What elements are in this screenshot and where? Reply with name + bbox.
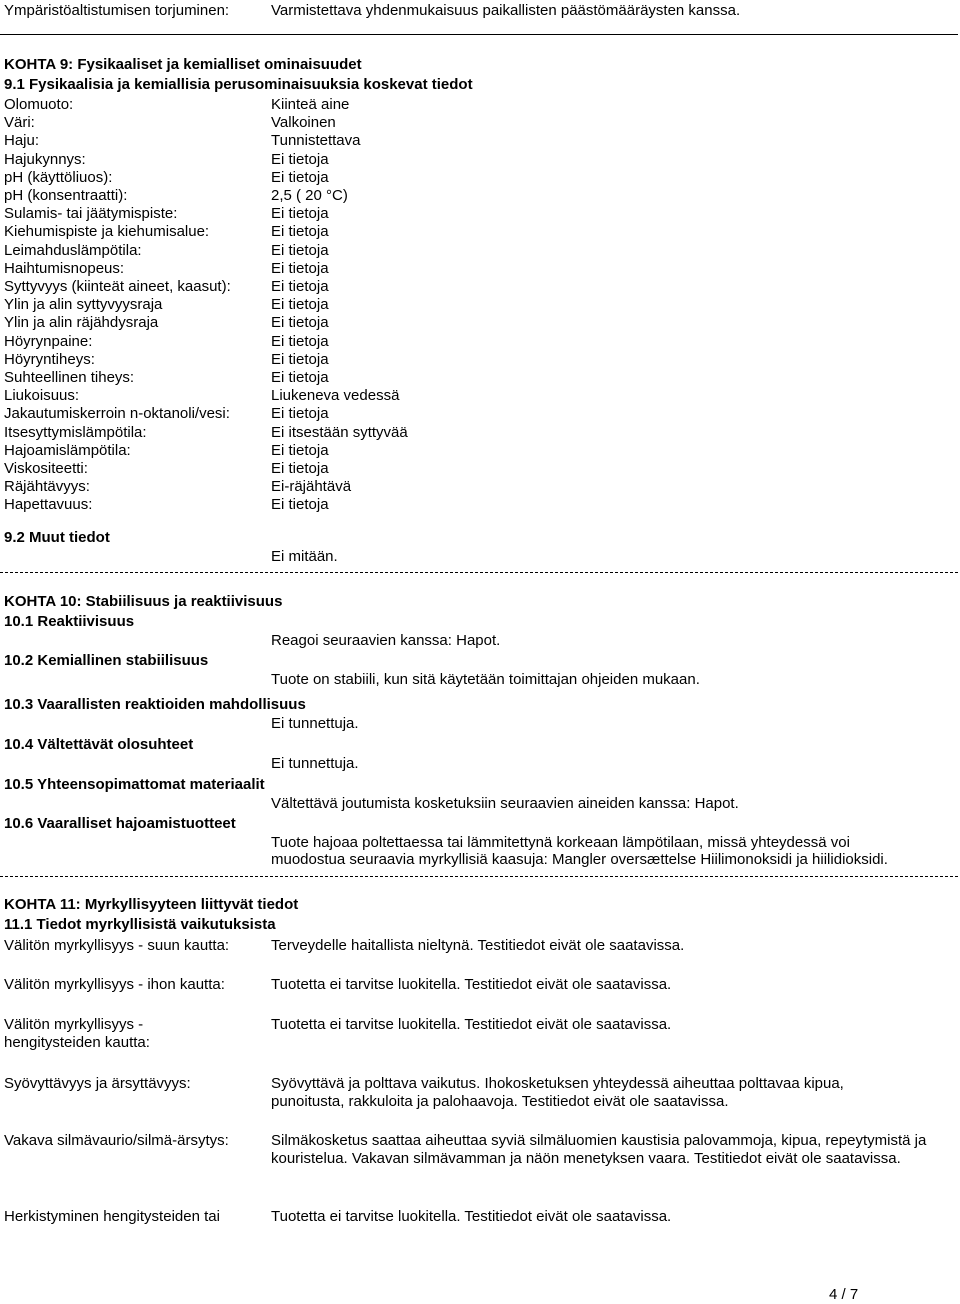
property-label: Viskositeetti: <box>4 460 88 477</box>
section-9-title: KOHTA 9: Fysikaaliset ja kemialliset ominaisuudet <box>4 56 362 73</box>
corrosion-irritation-label: Syövyttävyys ja ärsyttävyys: <box>4 1075 191 1092</box>
reactivity-text: Reagoi seuraavien kanssa: Hapot. <box>271 632 501 649</box>
subsection-9-1-title: 9.1 Fysikaalisia ja kemiallisia perusominaisuuksia koskevat tiedot <box>4 76 473 93</box>
property-label: Hajoamislämpötila: <box>4 442 131 459</box>
toxicity-dermal-label: Välitön myrkyllisyys - ihon kautta: <box>4 976 225 993</box>
property-label: Hajukynnys: <box>4 151 86 168</box>
property-value: Tunnistettava <box>271 132 361 149</box>
sensitization-label: Herkistyminen hengitysteiden tai <box>4 1208 220 1225</box>
property-value: Valkoinen <box>271 114 336 131</box>
property-value: Liukeneva vedessä <box>271 387 400 404</box>
subsection-10-3-title: 10.3 Vaarallisten reaktioiden mahdollisuus <box>4 696 306 713</box>
property-value: Ei tietoja <box>271 496 329 513</box>
incompatible-materials-text: Vältettävä joutumista kosketuksiin seuraavien aineiden kanssa: Hapot. <box>271 795 739 812</box>
section-10-title: KOHTA 10: Stabiilisuus ja reaktiivisuus <box>4 593 283 610</box>
property-label: pH (konsentraatti): <box>4 187 128 204</box>
eye-damage-value: Silmäkosketus saattaa aiheuttaa syviä silmäluomien kaustisia palovammoja, kipua, repeytymistä ja kouristelua. Vakavan silmävamman ja näön menetyksen vaara. Testitiedot eivät ole saatavissa. <box>271 1132 927 1167</box>
header-text: Varmistettava yhdenmukaisuus paikallisten päästömääräysten kanssa. <box>271 2 741 19</box>
property-label: Sulamis- tai jäätymispiste: <box>4 205 178 222</box>
divider <box>0 572 958 573</box>
property-label: Ylin ja alin räjähdysraja <box>4 314 159 331</box>
property-label: Räjähtävyys: <box>4 478 90 495</box>
property-label: Höyryntiheys: <box>4 351 95 368</box>
property-value: Ei tietoja <box>271 296 329 313</box>
property-value: Ei tietoja <box>271 278 329 295</box>
other-info-value: Ei mitään. <box>271 548 338 565</box>
property-value: Ei tietoja <box>271 169 329 186</box>
subsection-10-4-title: 10.4 Vältettävät olosuhteet <box>4 736 194 753</box>
sensitization-value: Tuotetta ei tarvitse luokitella. Testitiedot eivät ole saatavissa. <box>271 1208 672 1225</box>
eye-damage-label: Vakava silmävaurio/silmä-ärsytys: <box>4 1132 229 1149</box>
toxicity-oral-value: Terveydelle haitallista nieltynä. Testitiedot eivät ole saatavissa. <box>271 937 685 954</box>
page-number: 4 / 7 <box>829 1286 859 1303</box>
property-label: Syttyvyys (kiinteät aineet, kaasut): <box>4 278 231 295</box>
toxicity-dermal-value: Tuotetta ei tarvitse luokitella. Testitiedot eivät ole saatavissa. <box>271 976 672 993</box>
subsection-10-6-title: 10.6 Vaaralliset hajoamistuotteet <box>4 815 236 832</box>
divider <box>0 876 958 877</box>
property-value: Ei tietoja <box>271 260 329 277</box>
subsection-9-2-title: 9.2 Muut tiedot <box>4 529 110 546</box>
property-label: Haihtumisnopeus: <box>4 260 125 277</box>
property-label: Haju: <box>4 132 40 149</box>
property-value: Ei-räjähtävä <box>271 478 352 495</box>
subsection-10-2-title: 10.2 Kemiallinen stabiilisuus <box>4 652 209 669</box>
subsection-10-5-title: 10.5 Yhteensopimattomat materiaalit <box>4 776 265 793</box>
property-value: Ei tietoja <box>271 405 329 422</box>
stability-text: Tuote on stabiili, kun sitä käytetään toimittajan ohjeiden mukaan. <box>271 671 700 688</box>
property-label: Jakautumiskerroin n-oktanoli/vesi: <box>4 405 230 422</box>
property-value: Ei itsestään syttyvää <box>271 424 408 441</box>
toxicity-inhalation-label: Välitön myrkyllisyys - hengitysteiden kautta: <box>4 1016 150 1051</box>
property-value: Ei tietoja <box>271 369 329 386</box>
decomposition-products-text-line-1: Tuote hajoaa poltettaessa tai lämmitettynä korkeaan lämpötilaan, missä yhteydessä voi <box>271 834 850 851</box>
property-label: Hapettavuus: <box>4 496 93 513</box>
decomposition-products-text-line-2: muodostua seuraavia myrkyllisiä kaasuja: Mangler oversættelse Hiilimonoksidi ja hiilidioksidi. <box>271 851 888 868</box>
property-value: 2,5 ( 20 °C) <box>271 187 348 204</box>
property-value: Ei tietoja <box>271 333 329 350</box>
property-label: Itsesyttymislämpötila: <box>4 424 147 441</box>
property-value: Ei tietoja <box>271 442 329 459</box>
header-label: Ympäristöaltistumisen torjuminen: <box>4 2 230 19</box>
hazardous-reactions-text: Ei tunnettuja. <box>271 715 359 732</box>
property-value: Ei tietoja <box>271 205 329 222</box>
property-value: Kiinteä aine <box>271 96 350 113</box>
property-label: Kiehumispiste ja kiehumisalue: <box>4 223 210 240</box>
property-label: pH (käyttöliuos): <box>4 169 113 186</box>
property-label: Suhteellinen tiheys: <box>4 369 135 386</box>
property-value: Ei tietoja <box>271 351 329 368</box>
property-label: Höyrynpaine: <box>4 333 93 350</box>
subsection-11-1-title: 11.1 Tiedot myrkyllisistä vaikutuksista <box>4 916 276 933</box>
corrosion-irritation-value: Syövyttävä ja polttava vaikutus. Ihokosketuksen yhteydessä aiheuttaa polttavaa kipua, punoitusta, rakkuloita ja palohaavoja. Testitiedot eivät ole saatavissa. <box>271 1075 844 1110</box>
property-value: Ei tietoja <box>271 460 329 477</box>
divider <box>0 34 958 35</box>
property-label: Liukoisuus: <box>4 387 80 404</box>
property-value: Ei tietoja <box>271 314 329 331</box>
section-11-title: KOHTA 11: Myrkyllisyyteen liittyvät tiedot <box>4 896 299 913</box>
property-value: Ei tietoja <box>271 223 329 240</box>
property-value: Ei tietoja <box>271 242 329 259</box>
toxicity-inhalation-value: Tuotetta ei tarvitse luokitella. Testitiedot eivät ole saatavissa. <box>271 1016 672 1033</box>
property-label: Olomuoto: <box>4 96 74 113</box>
conditions-to-avoid-text: Ei tunnettuja. <box>271 755 359 772</box>
property-label: Leimahduslämpötila: <box>4 242 142 259</box>
property-value: Ei tietoja <box>271 151 329 168</box>
subsection-10-1-title: 10.1 Reaktiivisuus <box>4 613 135 630</box>
toxicity-oral-label: Välitön myrkyllisyys - suun kautta: <box>4 937 230 954</box>
property-label: Väri: <box>4 114 35 131</box>
property-label: Ylin ja alin syttyvyysraja <box>4 296 163 313</box>
